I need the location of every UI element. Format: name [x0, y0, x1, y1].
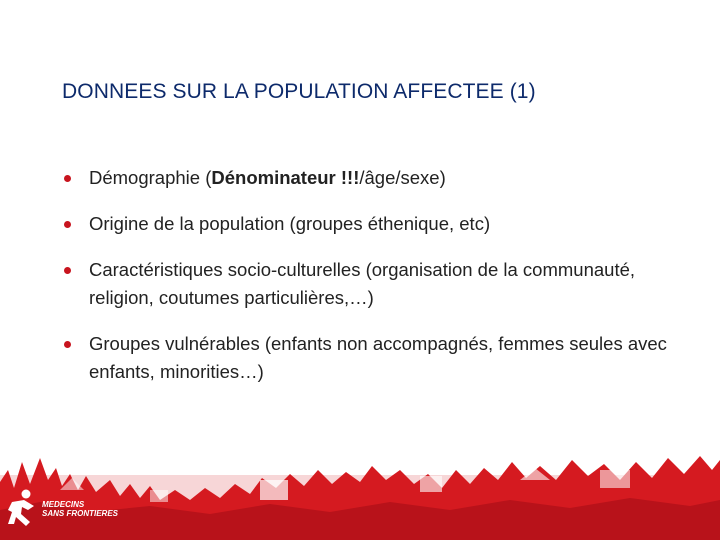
msf-logo: [6, 482, 136, 538]
bullet-groupes: [62, 330, 682, 386]
bullet-dot-icon: [64, 175, 71, 182]
slide-title: DONNEES SUR LA POPULATION AFFECTEE (1): [62, 80, 536, 103]
logo-line-1: MEDECINS: [42, 500, 85, 509]
bullet-origine: [62, 210, 682, 238]
bullet-text: Caractéristiques socio-culturelles (organisation de la communauté, religion, coutumes particulières,…): [89, 259, 636, 308]
logo-line-2: SANS FRONTIERES: [42, 509, 119, 518]
running-man-logo-icon: [6, 488, 40, 528]
bullet-dot-icon: [64, 341, 71, 348]
bullet-text: Groupes vulnérables (enfants non accompagnés, femmes seules avec enfants, minorities…): [89, 333, 667, 382]
bullet-demographie: [62, 164, 682, 192]
bullet-dot-icon: [64, 267, 71, 274]
bullet-dot-icon: [64, 221, 71, 228]
bullet-emphasis: Dénominateur !!!: [211, 167, 360, 188]
bullet-text: Démographie (: [89, 167, 212, 188]
bullet-text: /âge/sexe): [359, 167, 446, 188]
bullet-caracteristiques: [62, 256, 682, 312]
bullet-list: [62, 164, 682, 404]
msf-logo-wordmark: [42, 500, 118, 518]
bullet-text: Origine de la population (groupes éthenique, etc): [89, 213, 491, 234]
